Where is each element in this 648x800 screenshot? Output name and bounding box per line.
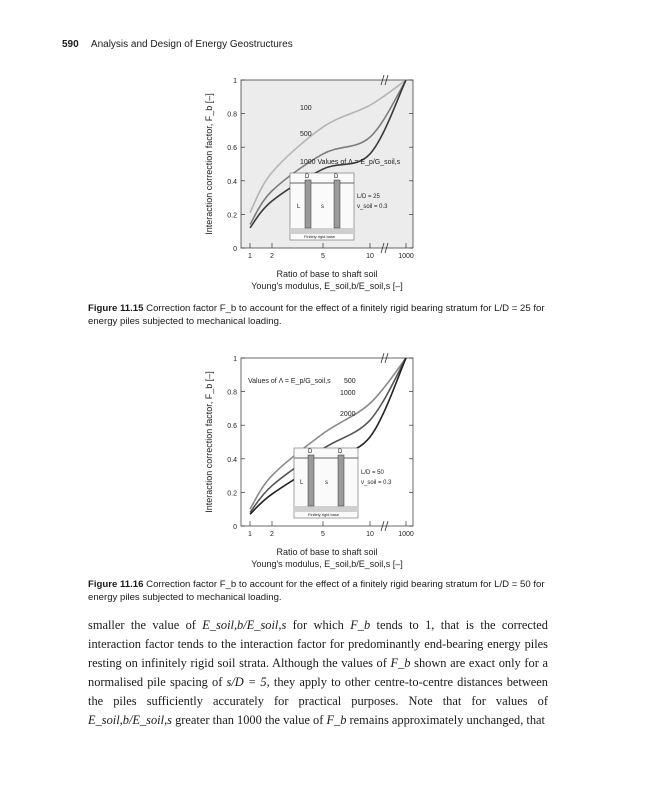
body-paragraph [88,616,548,730]
y-tick-label: 1 [233,356,237,363]
y-tick-label: 0.8 [227,111,237,119]
inset-ld-ratio: L/D = 50 [361,470,384,476]
inset-d-label: D [334,174,339,180]
body-text-segment: tends to 1, that is the corrected interaction factor tends to the interaction factor for predominantly end-bearing energy piles resting on infinitely rigid soil strata. Although the values of [88,618,548,670]
x-tick-label: 2 [270,253,274,260]
x-tick-label: 1 [248,253,252,260]
inset-poisson: ν_soil = 0.3 [361,480,392,486]
x-tick-label: 5 [321,253,325,260]
inset-s-label: s [325,480,328,486]
body-text-segment: remains approximately unchanged, that [346,713,545,727]
x-tick-label: 1000 [398,253,414,260]
math-fb: F_b [350,618,371,632]
figure-11-16-svg [198,348,458,576]
x-tick-label: 5 [321,531,325,538]
body-text-segment: for which [286,618,351,632]
figure-11-15-chart [198,70,458,300]
inset-d-label: D [308,449,313,455]
y-tick-label: 0.4 [227,178,237,186]
series-label-500: 500 [300,131,312,138]
body-text-segment: greater than 1000 the value of [172,713,327,727]
x-tick-label: 10 [366,531,374,538]
math-ratio: E_soil,b/E_soil,s [202,618,287,632]
x-axis-label-line1: Ratio of base to shaft soil [276,269,378,279]
figure-11-15-svg [198,70,458,300]
legend-title: Values of Λ = E_p/G_soil,s [248,378,331,385]
figure-11-15-caption [88,302,548,328]
inset-base-label: Finitely rigid base [308,512,340,517]
inset-l-label: L [300,480,304,486]
figure-11-16-chart [198,348,458,576]
x-axis-label-line1: Ratio of base to shaft soil [276,547,378,557]
caption-text: Correction factor F_b to account for the effect of a finitely rigid bearing stratum for L/D = 25 for energy piles subjected to mechanical loading. [88,303,545,327]
figure-11-16-caption [88,578,548,604]
math-spacing: s/D = 5 [226,675,267,689]
y-tick-label: 0 [233,524,237,531]
y-tick-label: 0.4 [227,456,237,464]
inset-d-label: D [305,174,310,180]
x-tick-label: 1 [248,531,252,538]
y-tick-label: 0 [233,246,237,253]
body-text-segment: smaller the value of [88,618,203,632]
inset-d-label: D [338,449,343,455]
caption-text: Correction factor F_b to account for the effect of a finitely rigid bearing stratum for L/D = 50 for energy piles subjected to mechanical loading. [88,579,545,603]
inset-ld-ratio: L/D = 25 [357,194,380,200]
y-tick-label: 0.8 [227,389,237,397]
y-tick-label: 0.6 [227,423,237,431]
y-tick-label: 0.6 [227,145,237,153]
math-fb: F_b [390,656,411,670]
math-ratio: E_soil,b/E_soil,s [88,713,172,727]
y-tick-label: 1 [233,78,237,85]
inset-l-label: L [297,204,301,210]
x-tick-label: 1000 [398,531,414,538]
inset-s-label: s [321,204,324,210]
series-label-1000: 1000 Values of Λ = E_p/G_soil,s [300,159,401,166]
y-axis-label: Interaction correction factor, F_b [–] [204,93,214,235]
series-label-100: 100 [300,105,312,112]
series-label-1000: 1000 [340,390,356,397]
y-tick-label: 0.2 [227,490,237,498]
y-tick-label: 0.2 [227,212,237,220]
running-header [62,39,293,50]
x-tick-label: 2 [270,531,274,538]
inset-poisson: ν_soil = 0.3 [357,204,388,210]
body-text-segment: shown are exact only for a normalised pile spacing of [88,656,548,689]
caption-label: Figure 11.15 [88,303,144,314]
caption-label: Figure 11.16 [88,579,144,590]
running-title: Analysis and Design of Energy Geostructures [90,39,293,50]
body-text-segment: , they apply to other centre-to-centre distances between the piles sufficiently accurately for practical purposes. Note that for values of [88,675,548,708]
x-axis-label-line2: Young's modulus, E_soil,b/E_soil,s [–] [251,281,403,291]
series-label-2000: 2000 [340,411,356,418]
x-axis-label-line2: Young's modulus, E_soil,b/E_soil,s [–] [251,559,403,569]
inset-base-label: Finitely rigid base [304,234,336,239]
y-axis-label: Interaction correction factor, F_b [–] [204,371,214,513]
series-label-500: 500 [344,378,356,385]
math-fb: F_b [326,713,347,727]
page-number: 590 [62,39,79,50]
x-tick-label: 10 [366,253,374,260]
